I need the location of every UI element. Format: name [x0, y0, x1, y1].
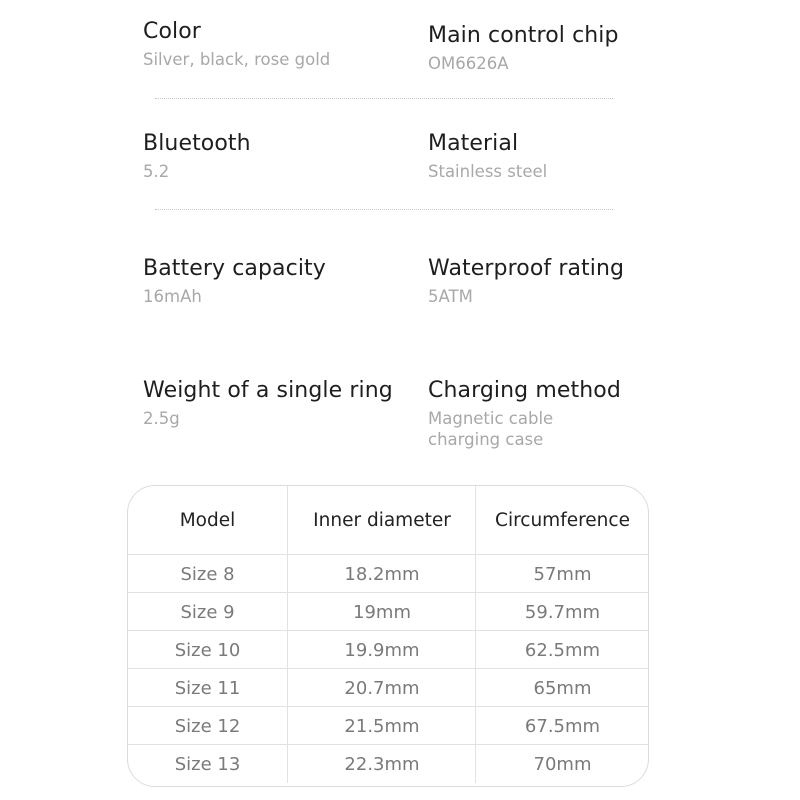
divider: [155, 98, 613, 99]
spec-bluetooth: [143, 130, 433, 182]
spec-label: Waterproof rating: [428, 256, 625, 281]
header-inner-diameter: Inner diameter: [287, 486, 476, 554]
size-table: [127, 485, 649, 787]
spec-label: Color: [143, 19, 201, 44]
spec-value: 2.5g: [143, 409, 180, 428]
cell-model: Size 11: [174, 677, 241, 699]
table-row: [128, 668, 648, 707]
cell-circumference: 65mm: [475, 669, 649, 707]
spec-weight: [143, 377, 433, 429]
cell-circumference: 70mm: [475, 745, 649, 783]
cell-circumference: 67.5mm: [475, 707, 649, 745]
cell-model: Size 12: [174, 715, 241, 737]
spec-value: 16mAh: [143, 287, 202, 306]
table-header-row: [128, 486, 648, 554]
spec-label: Material: [428, 131, 519, 156]
cell-model: Size 9: [180, 601, 235, 623]
spec-value: 5ATM: [428, 287, 473, 306]
spec-main-control-chip: [428, 22, 718, 74]
spec-label: Main control chip: [428, 23, 619, 48]
header-circumference: Circumference: [475, 486, 649, 554]
spec-label: Charging method: [428, 378, 621, 403]
cell-model: Size 10: [174, 639, 241, 661]
spec-value: Silver, black, rose gold: [143, 50, 331, 69]
cell-inner-diameter: 19.9mm: [287, 631, 476, 669]
spec-material: [428, 130, 718, 182]
cell-model: Size 13: [174, 753, 241, 775]
spec-waterproof-rating: [428, 255, 718, 307]
table-row: [128, 630, 648, 669]
table-row: [128, 554, 648, 593]
spec-label: Weight of a single ring: [143, 378, 393, 403]
spec-color: [143, 18, 433, 70]
table-row: [128, 592, 648, 631]
spec-value: Stainless steel: [428, 162, 548, 181]
cell-model: Size 8: [180, 563, 235, 585]
spec-value: Magnetic cable charging case: [428, 409, 554, 449]
spec-value: 5.2: [143, 162, 170, 181]
table-row: [128, 706, 648, 745]
cell-inner-diameter: 19mm: [287, 593, 476, 631]
spec-charging-method: [428, 377, 621, 450]
header-model: Model: [179, 509, 236, 531]
cell-inner-diameter: 22.3mm: [287, 745, 476, 783]
cell-circumference: 62.5mm: [475, 631, 649, 669]
cell-inner-diameter: 20.7mm: [287, 669, 476, 707]
spec-label: Battery capacity: [143, 256, 326, 281]
cell-inner-diameter: 18.2mm: [287, 555, 476, 593]
cell-circumference: 59.7mm: [475, 593, 649, 631]
spec-battery-capacity: [143, 255, 433, 307]
cell-circumference: 57mm: [475, 555, 649, 593]
spec-value: OM6626A: [428, 54, 509, 73]
table-row: [128, 744, 648, 783]
divider: [155, 209, 613, 210]
cell-inner-diameter: 21.5mm: [287, 707, 476, 745]
spec-label: Bluetooth: [143, 131, 251, 156]
